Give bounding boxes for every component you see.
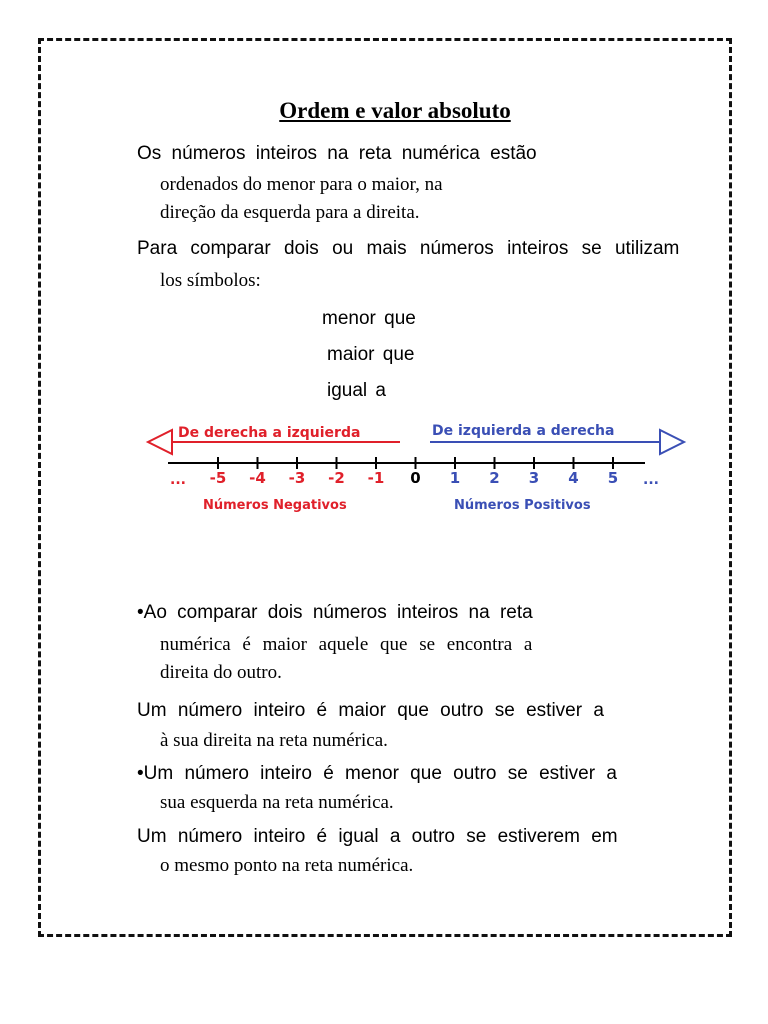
paragraph-5-line-1: •Um número inteiro é menor que outro se estiver a <box>137 763 617 784</box>
axis-number-label: -2 <box>328 469 345 487</box>
paragraph-1-line-1: Os números inteiros na reta numérica estão <box>137 143 537 164</box>
axis-number-label: -5 <box>209 469 227 487</box>
paragraph-6-line-2: o mesmo ponto na reta numérica. <box>160 855 414 876</box>
paragraph-4-line-2: à sua direita na reta numérica. <box>160 730 388 751</box>
paragraph-6-line-1: Um número inteiro é igual a outro se estiverem em <box>137 826 618 847</box>
paragraph-3-line-3: direita do outro. <box>160 662 282 683</box>
axis-number-label: 0 <box>410 469 421 487</box>
symbol-less-than: menor que <box>322 308 416 329</box>
right-arrow-head-icon <box>660 430 684 454</box>
symbol-equal: igual a <box>327 380 386 401</box>
paragraph-1-line-2: ordenados do menor para o maior, na <box>160 174 443 195</box>
ellipsis-right: ... <box>643 472 659 488</box>
axis-number-label: -1 <box>367 469 385 487</box>
axis-number-label: -4 <box>249 469 266 487</box>
paragraph-2-line-1: Para comparar dois ou mais números inteiros se utilizam <box>137 238 680 259</box>
paragraph-5-line-2: sua esquerda na reta numérica. <box>160 792 394 813</box>
paragraph-1-line-3: direção da esquerda para a direita. <box>160 202 420 223</box>
axis-number-label: 1 <box>449 469 461 487</box>
axis-number-label: 5 <box>607 469 619 487</box>
paragraph-3-line-1: •Ao comparar dois números inteiros na reta <box>137 602 533 623</box>
positive-caption: Números Positivos <box>454 498 591 513</box>
number-line-graphic <box>140 420 700 520</box>
axis-number-label: 2 <box>489 469 500 487</box>
paragraph-2-line-2: los símbolos: <box>160 270 261 291</box>
paragraph-3-line-2: numérica é maior aquele que se encontra a <box>160 634 533 655</box>
axis-number-label: -3 <box>288 469 306 487</box>
left-arrow-head-icon <box>148 430 172 454</box>
ellipsis-left: ... <box>170 472 186 488</box>
axis-number-label: 3 <box>528 469 540 487</box>
number-line <box>140 420 700 520</box>
right-arrow-label: De izquierda a derecha <box>432 423 615 439</box>
page-title: Ordem e valor absoluto <box>279 98 511 123</box>
left-arrow-label: De derecha a izquierda <box>178 425 361 441</box>
axis-numbers <box>210 469 619 487</box>
paragraph-4-line-1: Um número inteiro é maior que outro se estiver a <box>137 700 604 721</box>
negative-caption: Números Negativos <box>203 498 347 513</box>
axis-number-label: 4 <box>568 469 579 487</box>
symbol-greater-than: maior que <box>327 344 415 365</box>
